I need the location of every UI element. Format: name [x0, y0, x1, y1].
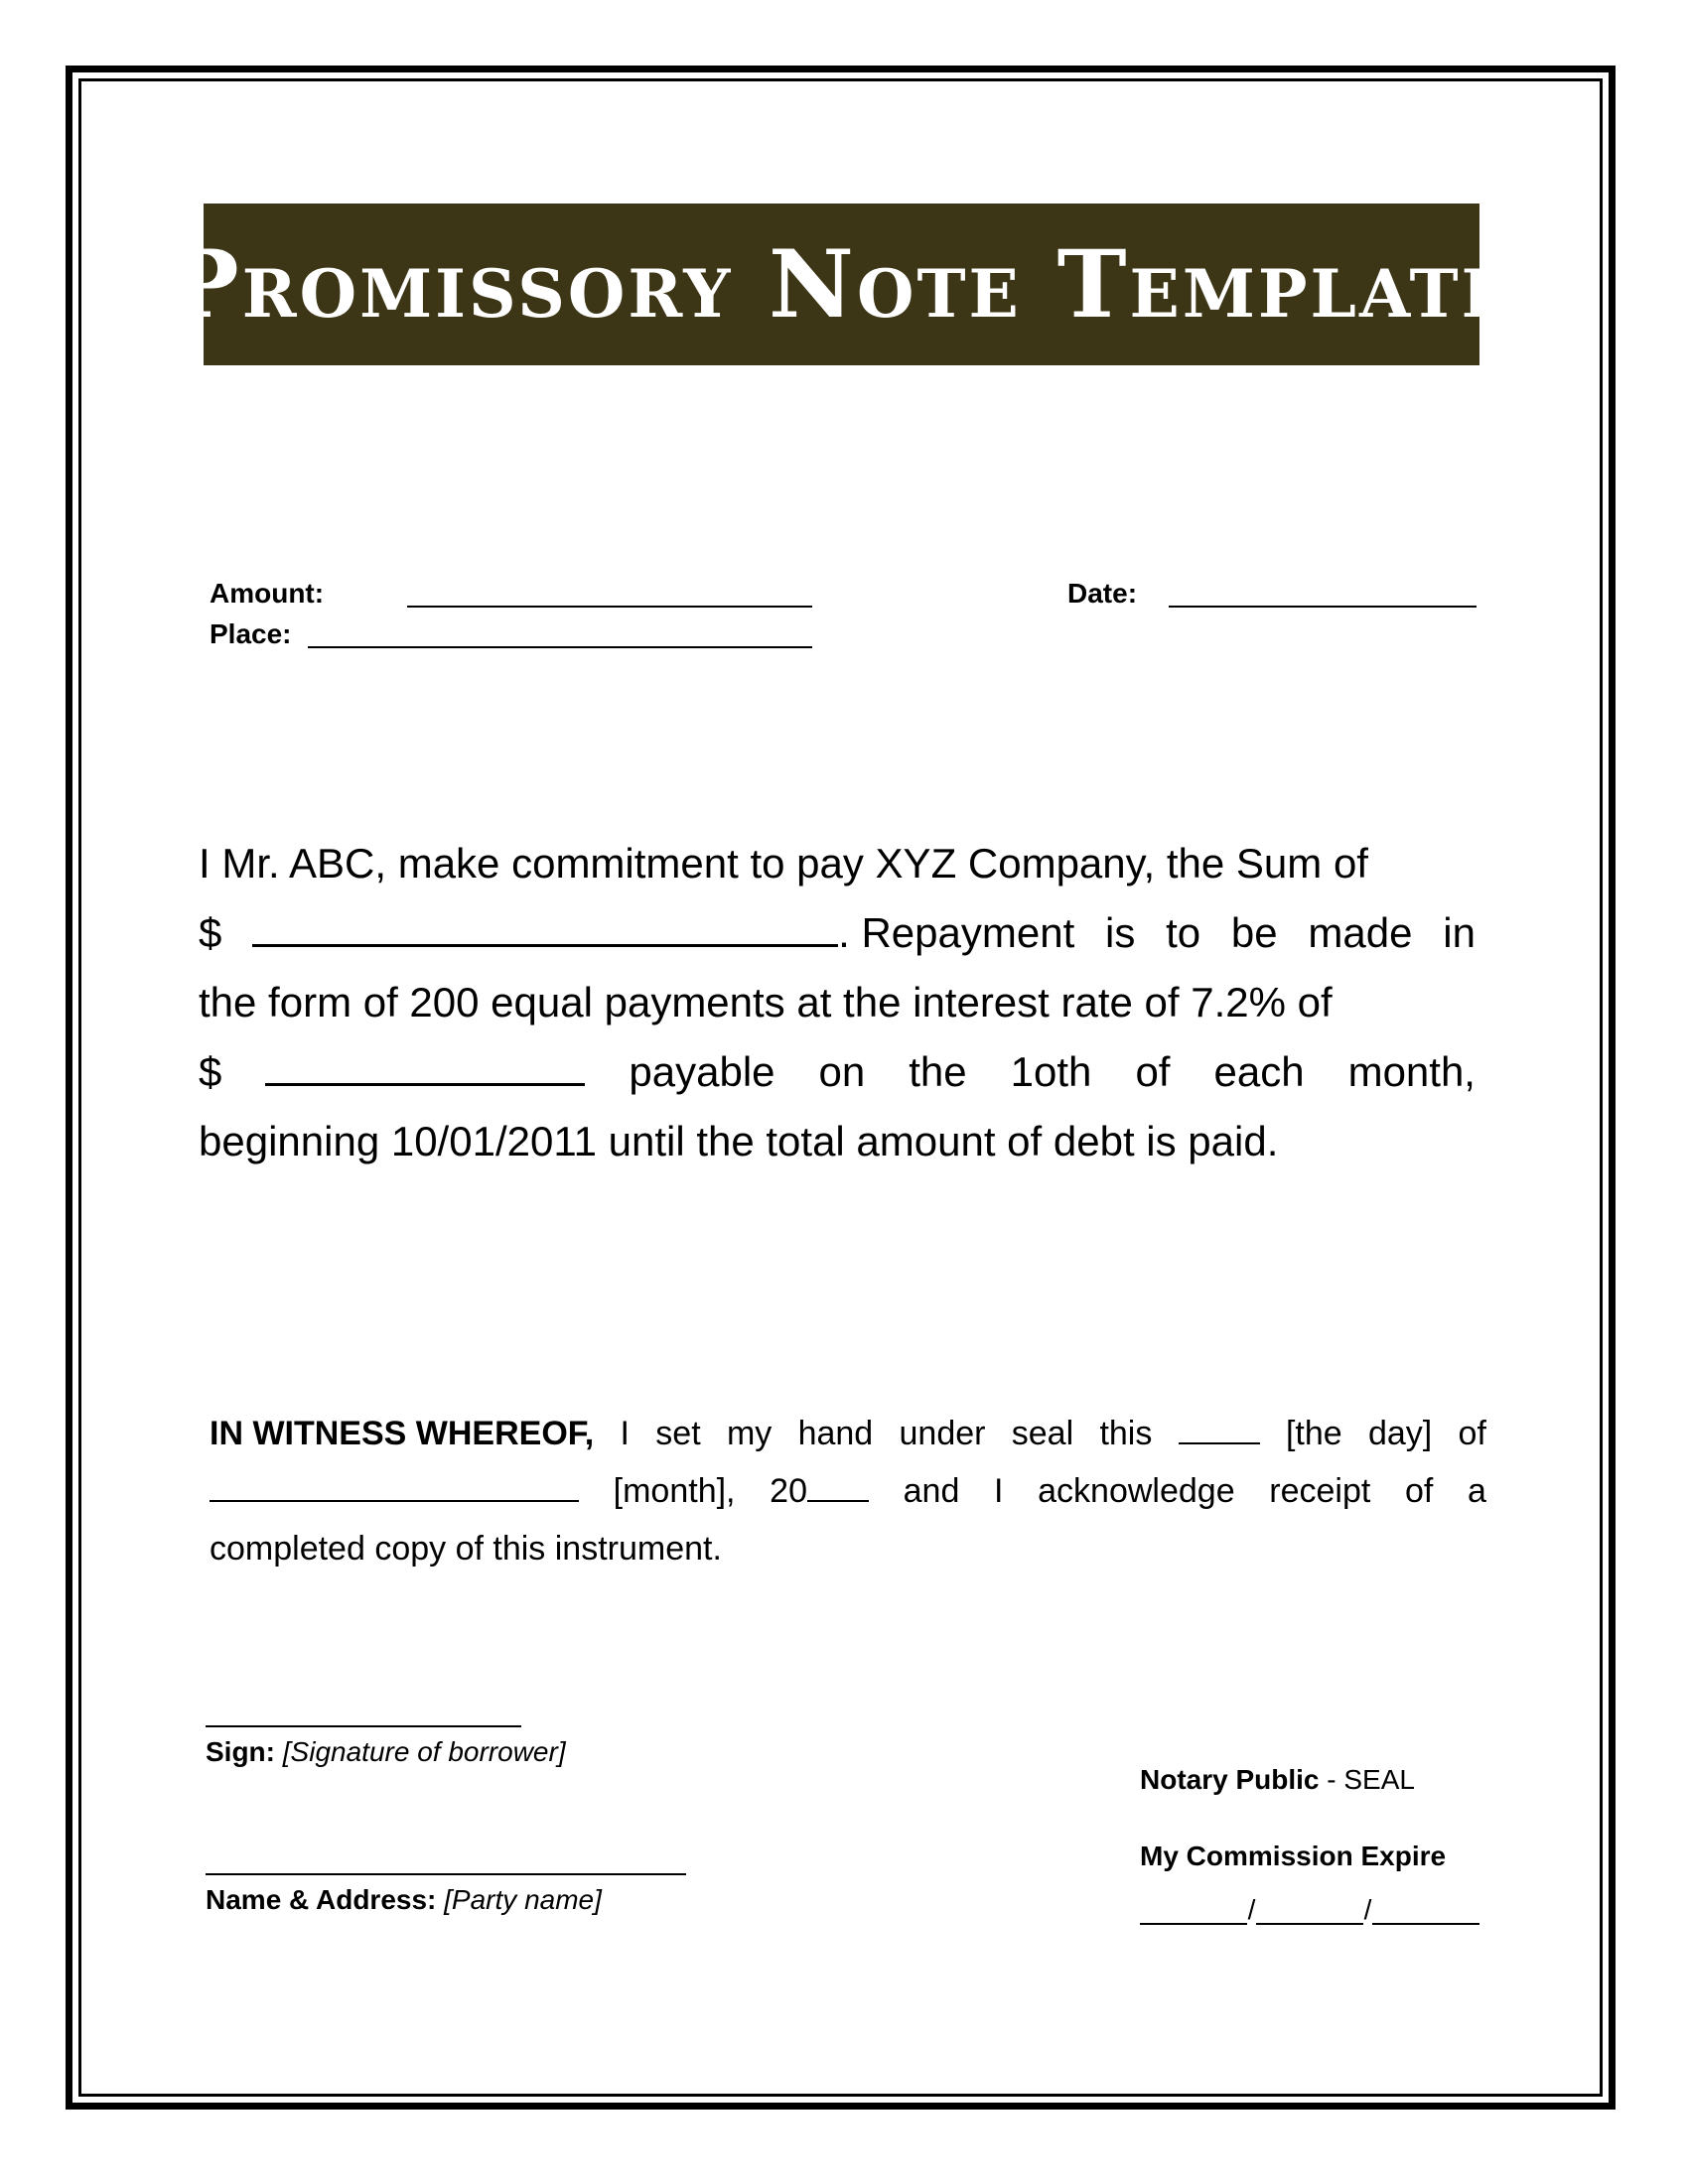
notary-public-line — [1140, 1763, 1415, 1797]
commitment-line-4: $ payable on the 1oth of each month, — [199, 1037, 1476, 1107]
notary-separator: - — [1327, 1764, 1336, 1795]
notary-seal: SEAL — [1343, 1764, 1415, 1795]
witness-line-3: completed copy of this instrument. — [210, 1530, 722, 1568]
year-blank[interactable] — [807, 1476, 869, 1502]
commitment-line-3: the form of 200 equal payments at the interest rate of 7.2% of — [199, 979, 1333, 1025]
date-field-line[interactable] — [1169, 606, 1477, 608]
notary-label: Notary Public — [1140, 1764, 1320, 1795]
witness-line-1: IN WITNESS WHEREOF, I set my hand under seal this [the day] of — [210, 1405, 1486, 1462]
installment-blank[interactable] — [265, 1053, 585, 1086]
place-field-line[interactable] — [308, 646, 812, 648]
day-blank[interactable] — [1179, 1419, 1260, 1444]
sign-label: Sign: — [206, 1736, 275, 1767]
witness-line-2: [month], 20 and I acknowledge receipt of a — [210, 1462, 1486, 1520]
commission-date-field: / / — [1140, 1891, 1479, 1925]
witness-paragraph — [210, 1405, 1486, 1577]
commitment-paragraph — [199, 829, 1476, 1176]
name-address-line[interactable] — [206, 1873, 686, 1875]
sign-caption — [206, 1735, 566, 1769]
commitment-line-1: I Mr. ABC, make commitment to pay XYZ Company, the Sum of — [199, 840, 1368, 887]
currency-symbol: $ — [199, 909, 222, 956]
document-title: Promissory Note Template — [169, 229, 1514, 340]
date-label: Date: — [1067, 578, 1138, 609]
currency-symbol: $ — [199, 1048, 222, 1095]
amount-field-line[interactable] — [407, 606, 812, 608]
name-address-caption — [206, 1883, 602, 1917]
witness-lead: IN WITNESS WHEREOF, — [210, 1415, 595, 1452]
commission-year-blank[interactable] — [1372, 1893, 1479, 1925]
signature-line[interactable] — [206, 1725, 521, 1727]
sum-blank[interactable] — [252, 914, 838, 947]
commitment-line-5: beginning 10/01/2011 until the total amount of debt is paid. — [199, 1118, 1279, 1164]
commission-expire-label: My Commission Expire — [1140, 1841, 1447, 1871]
name-placeholder: [Party name] — [444, 1884, 602, 1915]
name-address-label: Name & Address: — [206, 1884, 437, 1915]
commission-day-blank[interactable] — [1256, 1893, 1363, 1925]
place-label: Place: — [210, 618, 292, 649]
commission-month-blank[interactable] — [1140, 1893, 1247, 1925]
month-blank[interactable] — [210, 1476, 579, 1502]
title-banner — [169, 204, 1514, 365]
amount-label: Amount: — [210, 578, 325, 609]
commitment-line-2: $ . Repayment is to be made in — [199, 898, 1476, 968]
sign-placeholder: [Signature of borrower] — [282, 1736, 566, 1767]
